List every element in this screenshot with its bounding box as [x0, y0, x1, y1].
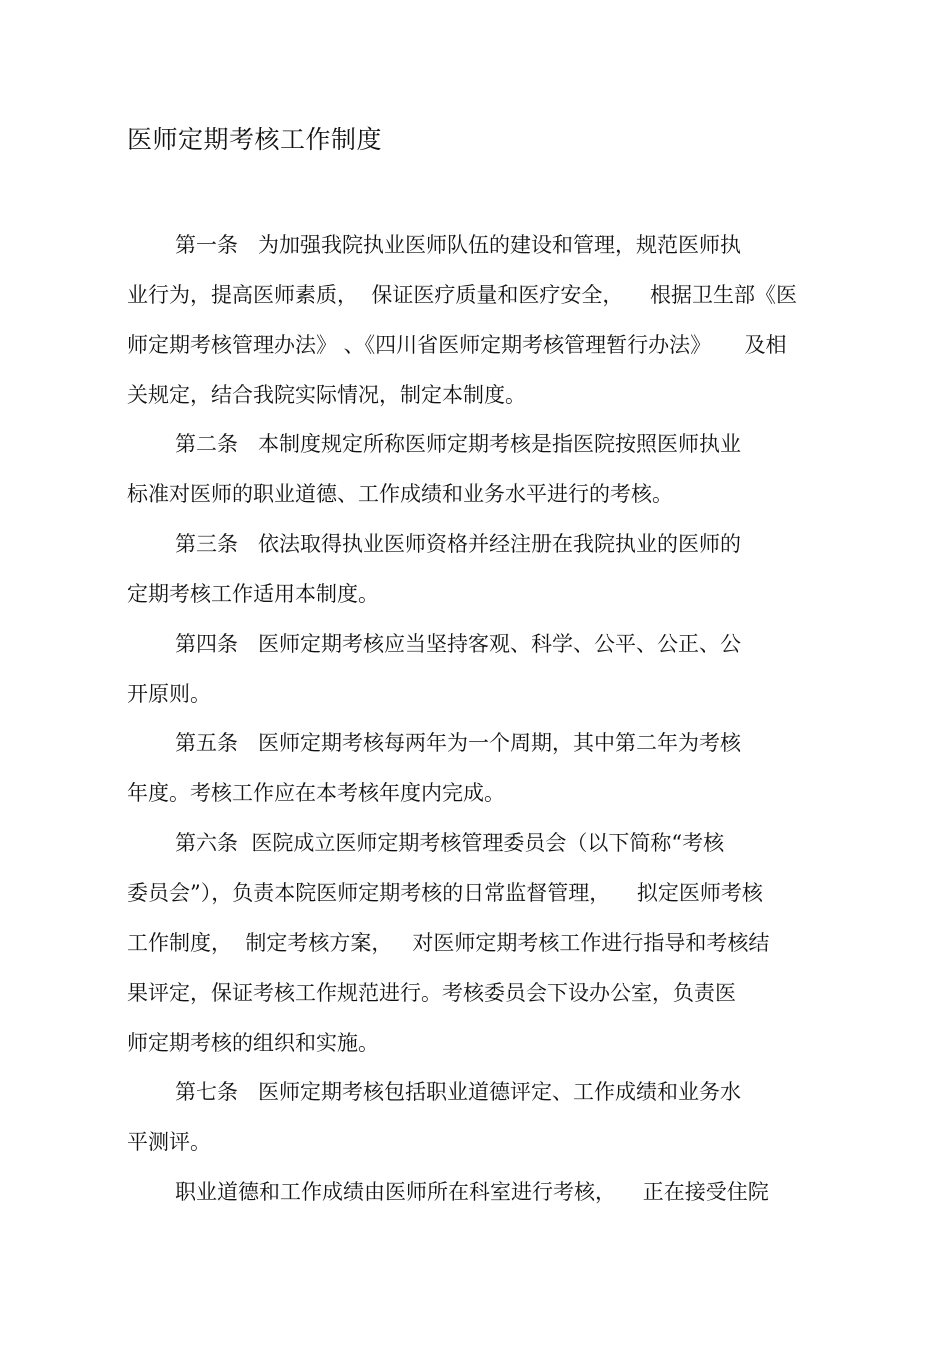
- text-line: 第六条 医院成立医师定期考核管理委员会（以下简称“考核: [175, 831, 725, 855]
- text-line: 工作制度， 制定考核方案， 对医师定期考核工作进行指导和考核结: [127, 931, 770, 955]
- text-line: 平测评。: [127, 1130, 211, 1154]
- text-line: 定期考核工作适用本制度。: [127, 582, 379, 606]
- document-title: 医师定期考核工作制度: [127, 125, 383, 154]
- text-line: 职业道德和工作成绩由医师所在科室进行考核， 正在接受住院: [175, 1180, 769, 1204]
- text-line: 开原则。: [127, 682, 211, 706]
- text-line: 关规定，结合我院实际情况，制定本制度。: [127, 383, 526, 407]
- text-line: 第一条 为加强我院执业医师队伍的建设和管理，规范医师执: [175, 233, 742, 257]
- text-line: 第二条 本制度规定所称医师定期考核是指医院按照医师执业: [175, 432, 742, 456]
- text-line: 师定期考核管理办法》 、《四川省医师定期考核管理暂行办法》 及相: [127, 333, 787, 357]
- text-line: 第三条 依法取得执业医师资格并经注册在我院执业的医师的: [175, 532, 742, 556]
- text-line: 业行为，提高医师素质， 保证医疗质量和医疗安全， 根据卫生部《医: [127, 283, 798, 307]
- text-line: 第五条 医师定期考核每两年为一个周期，其中第二年为考核: [175, 731, 742, 755]
- text-line: 第七条 医师定期考核包括职业道德评定、工作成绩和业务水: [175, 1080, 742, 1104]
- text-line: 第四条 医师定期考核应当坚持客观、科学、公平、公正、公: [175, 632, 742, 656]
- text-line: 果评定，保证考核工作规范进行。考核委员会下设办公室，负责医: [127, 981, 736, 1005]
- text-line: 标准对医师的职业道德、工作成绩和业务水平进行的考核。: [127, 482, 673, 506]
- text-line: 年度。考核工作应在本考核年度内完成。: [127, 781, 505, 805]
- text-line: 师定期考核的组织和实施。: [127, 1031, 379, 1055]
- text-line: 委员会”），负责本院医师定期考核的日常监督管理， 拟定医师考核: [127, 881, 763, 905]
